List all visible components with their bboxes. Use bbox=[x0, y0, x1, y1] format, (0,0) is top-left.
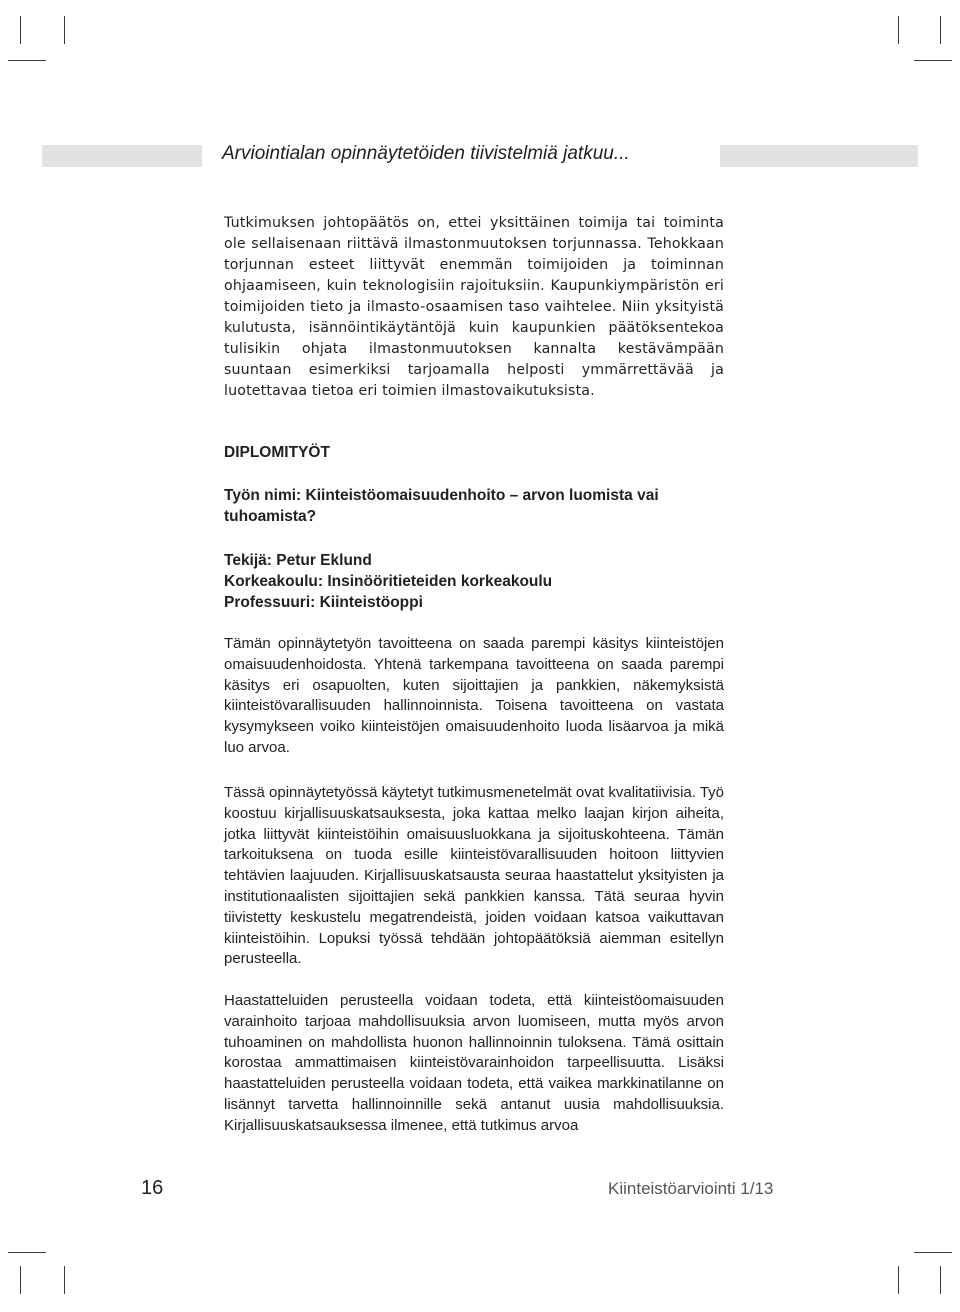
thesis-university: Korkeakoulu: Insinööritieteiden korkeakoulu bbox=[224, 573, 553, 590]
crop-mark bbox=[898, 1266, 899, 1294]
crop-mark bbox=[64, 16, 65, 44]
crop-mark bbox=[940, 1266, 941, 1294]
header-bar-right bbox=[720, 145, 918, 167]
crop-mark bbox=[20, 1266, 21, 1294]
section-heading: DIPLOMITYÖT bbox=[224, 444, 330, 461]
abstract-paragraph: Tässä opinnäytetyössä käytetyt tutkimusmenetelmät ovat kvalitatiivisia. Työ koostuu kirjallisuuskatsauksesta, joka kattaa melko laajan kirjon aiheita, jotka liittyvät kiinteistöihin omaisuusluokkana ja sijoituskohteena. Tämän tarkoituksena on tuoda esille kiinteistövarallisuuden hoitoon liittyvien tehtävien laajuuden. Kirjallisuuskatsausta seuraa haastattelut yksityisten ja institutionaalisten sijoittajien sekä pankkien kanssa. Tätä seuraa hyvin tiivistetty keskustelu megatrendeistä, joiden voidaan katsoa vaikuttavan kiinteistöihin. Lopuksi työssä tehdään johtopäätöksiä aiemman esitellyn perusteella. bbox=[224, 784, 724, 968]
abstract-paragraph: Tämän opinnäytetyön tavoitteena on saada parempi käsitys kiinteistöjen omaisuudenhoidosta. Yhtenä tarkempana tavoitteena on saada parempi käsitys eri osapuolten, kuten sijoittajien ja pankkien, näkemyksistä kiinteistövarallisuuden hallinnoinnista. Toisena tavoitteena on vastata kysymykseen voiko kiinteistöjen omaisuudenhoito luoda lisäarvoa ja mikä luo arvoa. bbox=[224, 635, 724, 756]
page-number: 16 bbox=[141, 1177, 164, 1199]
crop-mark bbox=[914, 1252, 952, 1253]
abstract-paragraph: Haastatteluiden perusteella voidaan todeta, että kiinteistöomaisuuden varainhoito tarjoaa mahdollisuuksia arvon luomiseen, mutta myös arvon tuhoaminen on mahdollista huonon hallinnoinnin tuloksena. Tämä osittain korostaa ammattimaisen kiinteistövarainhoidon tarpeellisuutta. Lisäksi haastatteluiden perusteella voidaan todeta, että vaikea markkinatilanne on lisännyt tarvetta hallinnoinnille sekä antanut uusia mahdollisuuksia. Kirjallisuuskatsauksessa ilmenee, että tutkimus arvoa bbox=[224, 992, 724, 1134]
thesis-meta bbox=[224, 550, 724, 613]
header-bar-left bbox=[42, 145, 202, 167]
journal-issue: Kiinteistöarviointi 1/13 bbox=[608, 1179, 774, 1198]
crop-mark bbox=[8, 1252, 46, 1253]
thesis-title: Työn nimi: Kiinteistöomaisuudenhoito – arvon luomista vai tuhoamista? bbox=[224, 487, 659, 525]
crop-mark bbox=[64, 1266, 65, 1294]
crop-mark bbox=[898, 16, 899, 44]
thesis-author: Tekijä: Petur Eklund bbox=[224, 552, 372, 569]
intro-paragraph: Tutkimuksen johtopäätös on, ettei yksittäinen toimija tai toiminta ole sellaisenaan riittävä ilmastonmuutoksen torjunnassa. Tehokkaan torjunnan esteet liittyvät enemmän toimijoiden ja toiminnan ohjaamiseen, kuin teknologisiin rajoituksiin. Kaupunkiympäristön eri toimijoiden tieto ja ilmasto-osaamisen taso vaihtelee. Niin yksityistä kulutusta, isännöintikäytäntöjä kuin kaupunkien päätöksentekoa tulisikin ohjata ilmastonmuutoksen kannalta kestävämpään suuntaan esimerkiksi tarjoamalla helposti ymmärrettävää ja luotettavaa tietoa eri toimien ilmastovaikutuksista. bbox=[224, 215, 724, 399]
running-header-title: Arviointialan opinnäytetöiden tiivistelmiä jatkuu... bbox=[222, 143, 630, 164]
crop-mark bbox=[914, 60, 952, 61]
thesis-professorship: Professuuri: Kiinteistöoppi bbox=[224, 594, 423, 611]
crop-mark bbox=[8, 60, 46, 61]
crop-mark bbox=[940, 16, 941, 44]
crop-mark bbox=[20, 16, 21, 44]
